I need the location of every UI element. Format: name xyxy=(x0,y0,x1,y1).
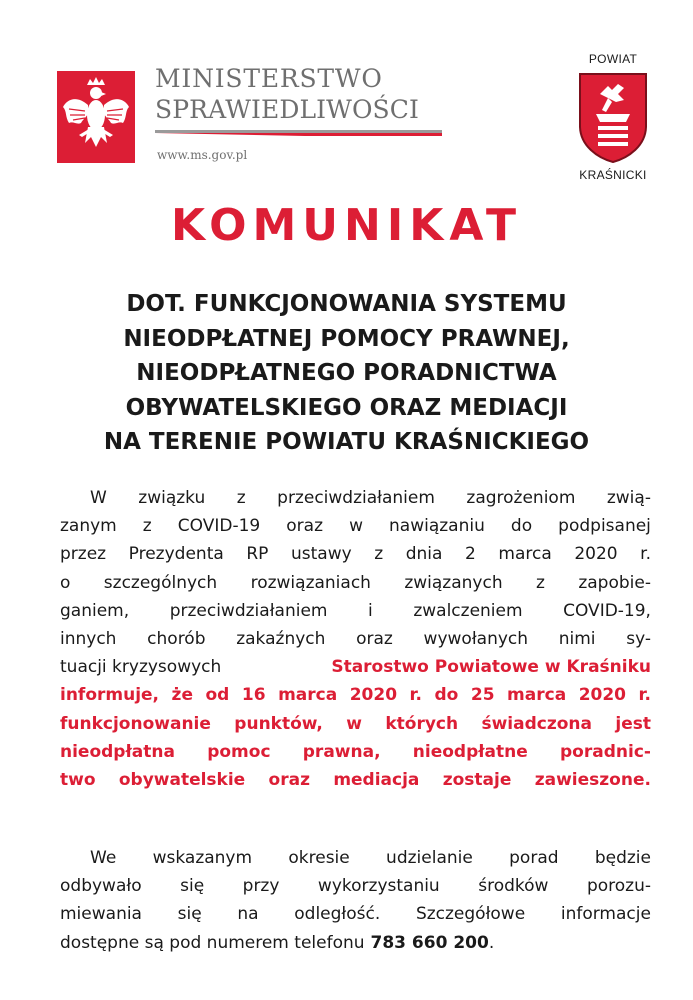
highlight-line xyxy=(60,710,651,738)
word: informuje, xyxy=(60,685,160,706)
word: ganiem, xyxy=(60,600,130,621)
word: zagrożeniom xyxy=(466,488,576,508)
word: okresie xyxy=(288,848,350,868)
word: w xyxy=(346,713,362,734)
word: zwią- xyxy=(606,488,651,508)
word: wykorzystaniu xyxy=(317,876,440,897)
subtitle-line: NIEODPŁATNEJ POMOCY PRAWNEJ, xyxy=(123,325,570,352)
word: których xyxy=(385,713,459,734)
phone-number: 783 660 200 xyxy=(370,932,489,953)
word: miewania xyxy=(60,904,142,925)
word: RP xyxy=(246,544,269,565)
word: nieodpłatne xyxy=(412,741,528,762)
word: wywołanych xyxy=(423,629,529,650)
text-line xyxy=(60,872,651,900)
word: Prezydenta xyxy=(128,544,224,565)
word: oraz xyxy=(286,516,324,537)
word: z xyxy=(236,488,246,508)
subtitle-line: DOT. FUNKCJONOWANIA SYSTEMU xyxy=(126,291,567,317)
word: rozwiązaniach xyxy=(250,572,371,593)
word: r. xyxy=(640,544,651,565)
word: ustawy xyxy=(290,544,352,565)
word: 2020 xyxy=(578,685,627,706)
text-plain: tuacji kryzysowych xyxy=(60,657,222,678)
text-line xyxy=(60,929,651,957)
word: o xyxy=(60,572,71,593)
word: marca xyxy=(498,544,552,565)
word: 25 xyxy=(470,685,495,706)
word: W xyxy=(90,488,107,508)
word: 2 xyxy=(465,544,476,565)
text-line xyxy=(60,653,651,681)
page-title: KOMUNIKAT xyxy=(171,200,522,251)
word: chorób xyxy=(147,629,206,650)
county-label-bottom: KRAŚNICKI xyxy=(579,168,647,182)
word: przeciwdziałaniem xyxy=(277,488,435,508)
word: z xyxy=(374,544,384,565)
word: dnia xyxy=(405,544,443,565)
word: porozu- xyxy=(586,876,651,897)
word: Szczegółowe xyxy=(415,904,526,925)
word: nieodpłatna xyxy=(60,741,175,762)
word: oraz xyxy=(268,770,310,791)
text-line xyxy=(60,597,651,625)
word: do xyxy=(510,516,533,537)
ministry-name-line2: SPRAWIEDLIWOŚCI xyxy=(155,95,419,124)
word: We xyxy=(90,848,117,868)
ministry-url: www.ms.gov.pl xyxy=(157,148,248,162)
word: zanym xyxy=(60,516,117,537)
white-eagle-icon xyxy=(57,71,135,163)
word: r. xyxy=(409,685,422,706)
word: zakaźnych xyxy=(236,629,326,650)
word: przy xyxy=(242,876,280,897)
highlight-text: Starostwo Powiatowe w Kraśniku xyxy=(331,657,651,678)
word: że xyxy=(171,685,193,706)
text-line xyxy=(60,540,651,568)
word: nawiązaniu xyxy=(389,516,485,537)
word: 2020 xyxy=(349,685,398,706)
word: z xyxy=(142,516,152,537)
word: odbywało xyxy=(60,876,142,897)
word: odległość. xyxy=(294,904,381,925)
text-line xyxy=(60,625,651,653)
word: porad xyxy=(509,848,559,868)
word: przez xyxy=(60,544,107,565)
word: podpisanej xyxy=(558,516,651,537)
word: poradnic- xyxy=(560,741,651,762)
word: się xyxy=(180,876,205,897)
ministry-name-line1: MINISTERSTWO xyxy=(155,64,383,93)
word: szczególnych xyxy=(103,572,218,593)
word: obywatelskie xyxy=(118,770,246,791)
word: mediacja xyxy=(333,770,420,791)
word: i xyxy=(368,600,373,621)
word: zawieszone. xyxy=(534,770,651,791)
text-plain: dostępne są pod numerem telefonu xyxy=(60,932,365,953)
word: się xyxy=(177,904,202,925)
subtitle xyxy=(30,287,663,460)
word: COVID-19, xyxy=(563,600,651,621)
subtitle-line: NA TERENIE POWIATU KRAŚNICKIEGO xyxy=(103,429,590,455)
word: związanych xyxy=(404,572,503,593)
word: oraz xyxy=(356,629,393,650)
word: udzielanie xyxy=(386,848,473,868)
ministry-name xyxy=(155,66,419,122)
word: przeciwdziałaniem xyxy=(169,600,328,621)
word: informacje xyxy=(560,904,651,925)
word: z xyxy=(536,572,545,593)
word: r. xyxy=(638,685,651,706)
contact-paragraph xyxy=(60,844,651,957)
word: na xyxy=(237,904,259,925)
word: jest xyxy=(615,713,651,734)
subtitle-line: NIEODPŁATNEGO PORADNICTWA xyxy=(136,360,557,386)
word: pomoc xyxy=(207,741,271,762)
highlight-line xyxy=(60,738,651,766)
word: od xyxy=(205,685,230,706)
word: będzie xyxy=(594,848,651,868)
word: zwalczeniem xyxy=(413,600,523,621)
word: marca xyxy=(278,685,338,706)
text-line xyxy=(60,484,651,512)
announcement-paragraph xyxy=(60,484,651,794)
word: do xyxy=(434,685,459,706)
word: sy- xyxy=(626,629,651,650)
word: two xyxy=(60,770,96,791)
text-line xyxy=(60,900,651,928)
word: 2020 xyxy=(574,544,618,565)
text-plain: . xyxy=(488,932,495,953)
county-label-top: POWIAT xyxy=(588,52,638,66)
word: środków xyxy=(478,876,549,897)
ministry-flag-rule xyxy=(155,130,442,136)
text-line xyxy=(60,844,651,872)
text-line xyxy=(60,569,651,597)
word: punktów, xyxy=(234,713,323,734)
word: prawna, xyxy=(302,741,381,762)
word: zostaje xyxy=(442,770,512,791)
word: 16 xyxy=(241,685,266,706)
word: marca xyxy=(507,685,567,706)
word: wskazanym xyxy=(152,848,253,868)
word: zapobie- xyxy=(578,572,651,593)
word: innych xyxy=(60,629,117,650)
word: funkcjonowanie xyxy=(60,713,211,734)
highlight-line xyxy=(60,681,651,709)
word: świadczona xyxy=(481,713,592,734)
word: nimi xyxy=(558,629,596,650)
word: związku xyxy=(138,488,206,508)
highlight-line xyxy=(60,766,651,794)
county-coat-of-arms-icon xyxy=(578,72,648,164)
subtitle-line: OBYWATELSKIEGO ORAZ MEDIACJI xyxy=(125,394,568,421)
text-line xyxy=(60,512,651,540)
word: COVID-19 xyxy=(177,516,261,537)
word: w xyxy=(349,516,363,537)
